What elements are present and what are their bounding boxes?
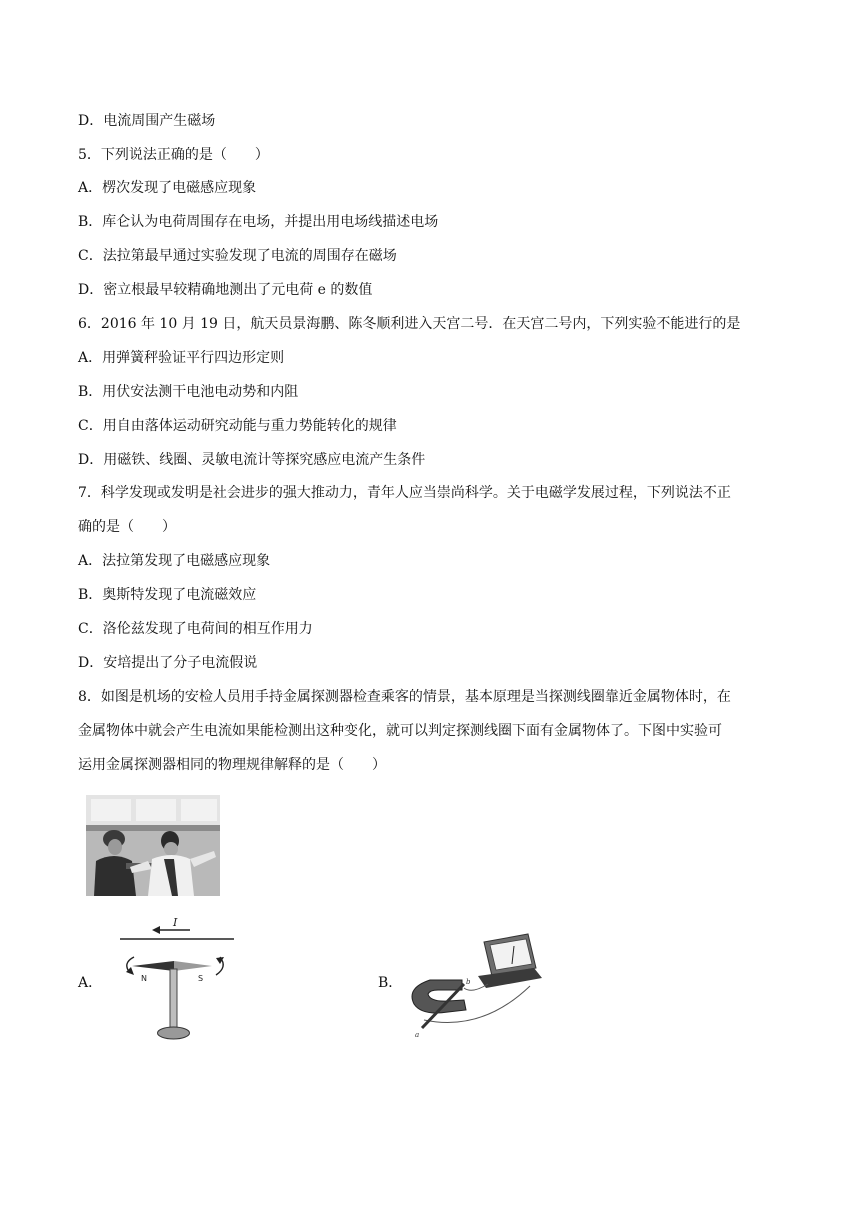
compass-stand <box>170 969 177 1029</box>
q8-stem-line2: 金属物体中就会产生电流如果能检测出这种变化，就可以判定探测线圈下面有金属物体了。下图中实验可 <box>78 723 722 739</box>
needle-south <box>174 961 212 971</box>
security-photo-drawing <box>86 795 220 896</box>
q7-option-c: C．洛伦兹发现了电荷间的相互作用力 <box>78 621 313 637</box>
q6-option-d: D．用磁铁、线圈、灵敏电流计等探究感应电流产生条件 <box>78 452 426 468</box>
terminal-b-label: b <box>466 978 471 986</box>
magnet-galvanometer-diagram <box>402 928 552 1040</box>
north-label: N <box>141 974 147 983</box>
q5-option-c: C．法拉第最早通过实验发现了电流的周围存在磁场 <box>78 248 397 264</box>
q7-option-b: B．奥斯特发现了电流磁效应 <box>78 587 257 603</box>
q5-stem: 5．下列说法正确的是（ ） <box>78 147 269 163</box>
q5-option-d: D．密立根最早较精确地测出了元电荷 e 的数值 <box>78 282 373 298</box>
south-label: S <box>198 974 204 983</box>
current-label: I <box>173 916 178 929</box>
compass-figure <box>112 915 242 1045</box>
current-arrow-head <box>152 926 160 934</box>
q8-option-b-label: B． <box>378 975 403 991</box>
q7-stem-line1: 7．科学发现或发明是社会进步的强大推动力，青年人应当崇尚科学。关于电磁学发展过程，下列说法不正 <box>78 485 731 501</box>
q7-stem-line2: 确的是（ ） <box>78 519 176 535</box>
compass-wire-diagram <box>112 915 242 1045</box>
terminal-a-label: a <box>415 1031 420 1039</box>
magnet-galvanometer-figure <box>402 928 552 1040</box>
q6-option-a: A．用弹簧秤验证平行四边形定则 <box>78 350 285 366</box>
needle-north <box>132 961 174 971</box>
q5-option-b: B．库仑认为电荷周围存在电场，并提出用电场线描述电场 <box>78 214 439 230</box>
galvanometer-dial <box>490 939 532 970</box>
security-check-photo <box>86 795 220 896</box>
q5-option-a: A．楞次发现了电磁感应现象 <box>78 180 257 196</box>
q8-stem-line3: 运用金属探测器相同的物理规律解释的是（ ） <box>78 757 386 773</box>
q6-stem: 6．2016 年 10 月 19 日，航天员景海鹏、陈冬顺利进入天宫二号．在天宫二号内，下列实验不能进行的是 <box>78 316 741 332</box>
q8-stem-line1: 8．如图是机场的安检人员用手持金属探测器检查乘客的情景，基本原理是当探测线圈靠近金属物体时，在 <box>78 689 731 705</box>
q4-option-d: D．电流周围产生磁场 <box>78 113 216 129</box>
q7-option-d: D．安培提出了分子电流假说 <box>78 655 258 671</box>
q6-option-b: B．用伏安法测干电池电动势和内阻 <box>78 384 299 400</box>
compass-base <box>158 1027 190 1039</box>
q6-option-c: C．用自由落体运动研究动能与重力势能转化的规律 <box>78 418 397 434</box>
q7-option-a: A．法拉第发现了电磁感应现象 <box>78 553 271 569</box>
q8-option-a-label: A． <box>78 975 103 991</box>
